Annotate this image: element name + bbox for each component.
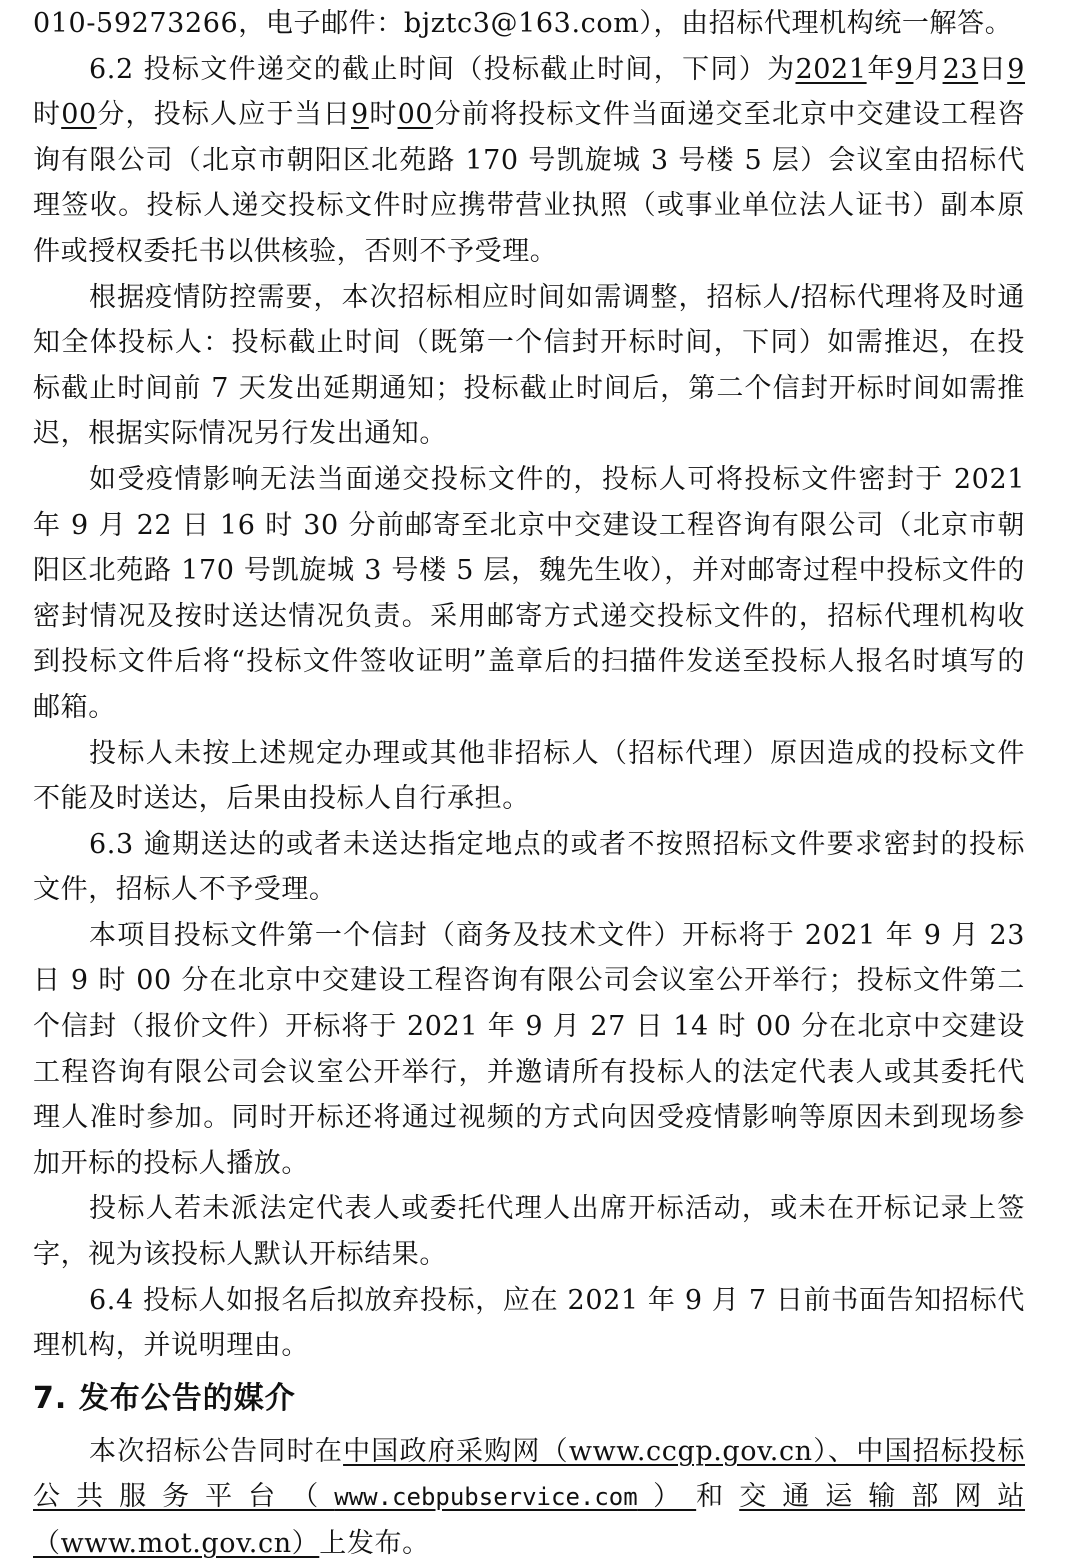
year-char: 年 bbox=[866, 53, 896, 85]
hour-char-2: 时 bbox=[368, 99, 398, 131]
same-day-minute: 00 bbox=[397, 99, 434, 131]
deadline-minute: 00 bbox=[61, 99, 97, 131]
publication-intro: 本次招标公告同时在 bbox=[89, 1435, 344, 1467]
same-day-hour: 9 bbox=[351, 99, 369, 131]
deadline-day: 23 bbox=[942, 53, 979, 85]
document-page bbox=[33, 0, 1025, 1567]
cebpub-url[interactable]: www.cebpubservice.com bbox=[334, 1483, 638, 1512]
clause-6-2-rest: 分前将投标文件当面递交至北京中交建设工程咨询有限公司（北京市朝阳区北苑路 170 号凯旋城 3 号楼 5 层）会议室由招标代理签收。投标人递交投标文件时应携带营业执照（或事业单位法人证书）副本原件或授权委托书以供核验，否则不予受理。 bbox=[33, 99, 1025, 267]
deadline-hour: 9 bbox=[1007, 53, 1026, 85]
hour-char: 时 bbox=[33, 99, 62, 131]
contact-line: 010-59273266，电子邮件：bjztc3@163.com），由招标代理机构统一解答。 bbox=[33, 8, 1013, 39]
cebpub-link-end[interactable]: ） bbox=[637, 1481, 697, 1513]
mot-link[interactable]: 交通运输部网站（www.mot.gov.cn） bbox=[33, 1481, 1026, 1559]
absence-paragraph: 投标人若未派法定代表人或委托代理人出席开标活动，或未在开标记录上签字，视为该投标人默认开标结果。 bbox=[33, 1193, 1025, 1271]
deadline-year: 2021 bbox=[795, 53, 867, 85]
deadline-month: 9 bbox=[895, 53, 914, 85]
section-7-heading: 7. 发布公告的媒介 bbox=[33, 1380, 296, 1416]
clause-6-2-mid: 分，投标人应于当日 bbox=[96, 99, 351, 131]
publication-media-paragraph bbox=[33, 1429, 1025, 1567]
clause-6-4: 6.4 投标人如报名后拟放弃投标，应在 2021 年 9 月 7 日前书面告知招标代理机构，并说明理由。 bbox=[33, 1284, 1025, 1362]
clause-6-2 bbox=[33, 47, 1025, 275]
mail-submission-paragraph: 如受疫情影响无法当面递交投标文件的，投标人可将投标文件密封于 2021 年 9 月 22 日 16 时 30 分前邮寄至北京中交建设工程咨询有限公司（北京市朝阳区北苑路 170 号凯旋城 3 号楼 5 层，魏先生收），并对邮寄过程中投标文件的密封情况及按时送达情况负责。采用邮寄方式递交投标文件的，招标代理机构收到投标文件后将“投标文件签收证明”盖章后的扫描件发送至投标人报名时填写的邮箱。 bbox=[33, 463, 1025, 723]
and-word: 和 bbox=[696, 1481, 740, 1513]
month-char: 月 bbox=[913, 53, 943, 85]
epidemic-adjustment-paragraph: 根据疫情防控需要，本次招标相应时间如需调整，招标人/招标代理将及时通知全体投标人：投标截止时间（既第一个信封开标时间，下同）如需推迟，在投标截止时间前 7 天发出延期通知；投标截止时间后，第二个信封开标时间如需推迟，根据实际情况另行发出通知。 bbox=[33, 281, 1025, 450]
bid-opening-paragraph: 本项目投标文件第一个信封（商务及技术文件）开标将于 2021 年 9 月 23 日 9 时 00 分在北京中交建设工程咨询有限公司会议室公开举行；投标文件第二个信封（报价文件）开标将于 2021 年 9 月 27 日 14 时 00 分在北京中交建设工程咨询有限公司会议室公开举行，并邀请所有投标人的法定代表人或其委托代理人准时参加。同时开标还将通过视频的方式向因受疫情影响等原因未到现场参加开标的投标人播放。 bbox=[33, 919, 1025, 1179]
publication-end: 上发布。 bbox=[319, 1528, 430, 1559]
day-char: 日 bbox=[978, 53, 1008, 85]
clause-6-3: 6.3 逾期送达的或者未送达指定地点的或者不按照招标文件要求密封的投标文件，招标人不予受理。 bbox=[33, 828, 1025, 906]
clause-6-2-text: 6.2 投标文件递交的截止时间（投标截止时间，下同）为 bbox=[89, 53, 796, 85]
ccgp-link-text[interactable]: 中国政府采购网（www.ccgp.gov.cn）、中国招标投标公共服务平台（ bbox=[33, 1435, 1025, 1513]
late-delivery-paragraph: 投标人未按上述规定办理或其他非招标人（招标代理）原因造成的投标文件不能及时送达，后果由投标人自行承担。 bbox=[33, 737, 1025, 815]
